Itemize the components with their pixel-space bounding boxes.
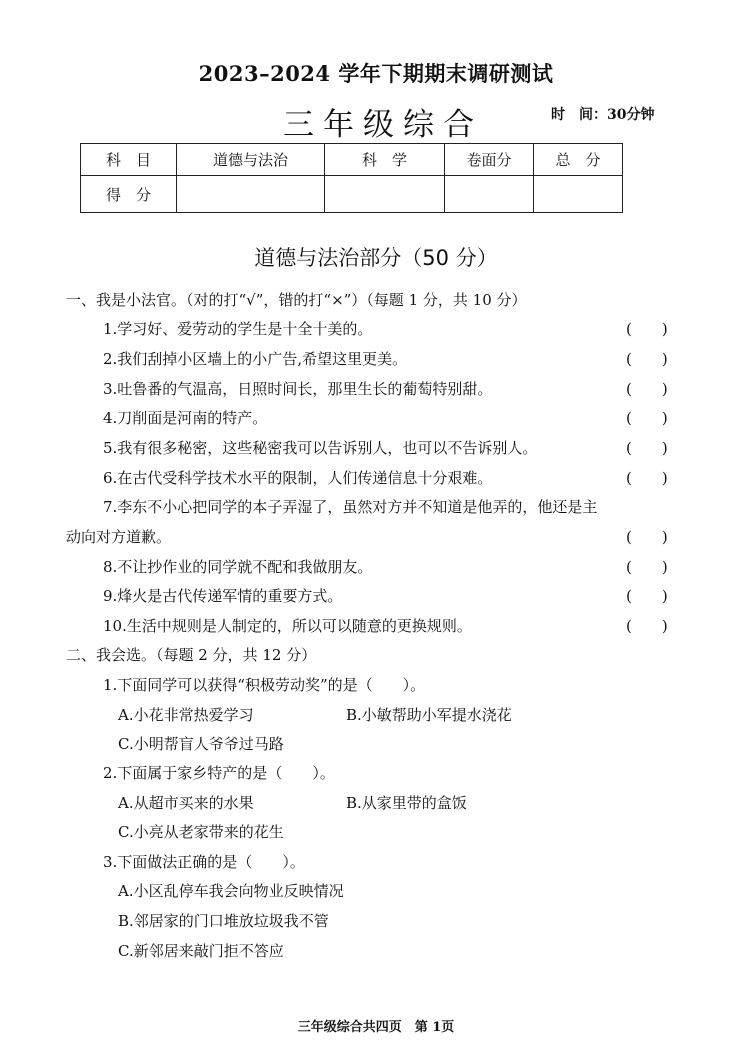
answer-blank[interactable]: ( ) [626, 320, 668, 338]
tf-question: 1.学习好、爱劳动的学生是十全十美的。 [103, 320, 373, 338]
mc-option-c[interactable]: C.小亮从老家带来的花生 [118, 823, 284, 841]
answer-blank[interactable]: ( ) [626, 350, 668, 368]
mc-option-b[interactable]: B.邻居家的门口堆放垃圾我不管 [118, 912, 329, 930]
tf-question: 9.烽火是古代传递军情的重要方式。 [103, 587, 343, 605]
section-title: 道德与法治部分（50 分） [254, 246, 498, 270]
score-header-science: 科 学 [325, 144, 445, 176]
tf-question: 7.李东不小心把同学的本子弄湿了，虽然对方并不知道是他弄的，他还是主 [103, 498, 598, 516]
answer-blank[interactable]: ( ) [626, 528, 668, 546]
mc-option-a[interactable]: A.小花非常热爱学习 [118, 706, 254, 724]
page-footer: 三年级综合共四页 第 1页 [297, 1020, 455, 1035]
tf-question: 2.我们刮掉小区墙上的小广告,希望这里更美。 [103, 350, 408, 368]
score-cell-neatness[interactable] [445, 176, 534, 213]
mc-question-stem: 1.下面同学可以获得“积极劳动奖”的是（ ）。 [103, 676, 426, 694]
answer-blank[interactable]: ( ) [626, 558, 668, 576]
score-table-score-row [81, 176, 623, 213]
score-header-ethics: 道德与法治 [177, 144, 325, 176]
exam-subtitle: 三年级综合 [283, 107, 483, 143]
mc-question-stem: 3.下面做法正确的是（ ）。 [103, 853, 305, 871]
part1-heading: 一、我是小法官。（对的打“√”，错的打“×”）（每题 1 分，共 10 分） [66, 291, 527, 309]
mc-option-b[interactable]: B.从家里带的盒饭 [346, 794, 467, 812]
part2-heading: 二、我会选。（每题 2 分，共 12 分） [66, 646, 317, 664]
score-header-total: 总 分 [534, 144, 623, 176]
tf-question: 10.生活中规则是人制定的，所以可以随意的更换规则。 [103, 617, 472, 635]
score-row-label: 得 分 [81, 176, 177, 213]
tf-question: 5.我有很多秘密，这些秘密我可以告诉别人，也可以不告诉别人。 [103, 439, 538, 457]
score-table [80, 143, 623, 213]
tf-question: 3.吐鲁番的气温高，日照时间长，那里生长的葡萄特别甜。 [103, 380, 493, 398]
mc-option-b[interactable]: B.小敏帮助小军提水浇花 [346, 706, 512, 724]
mc-option-a[interactable]: A.从超市买来的水果 [118, 794, 254, 812]
answer-blank[interactable]: ( ) [626, 617, 668, 635]
mc-option-c[interactable]: C.小明帮盲人爷爷过马路 [118, 735, 284, 753]
tf-question-continuation: 动向对方道歉。 [66, 528, 172, 546]
tf-question: 6.在古代受科学技术水平的限制，人们传递信息十分艰难。 [103, 469, 493, 487]
answer-blank[interactable]: ( ) [626, 587, 668, 605]
score-cell-ethics[interactable] [177, 176, 325, 213]
answer-blank[interactable]: ( ) [626, 380, 668, 398]
tf-question: 8.不让抄作业的同学就不配和我做朋友。 [103, 558, 373, 576]
answer-blank[interactable]: ( ) [626, 469, 668, 487]
score-cell-total[interactable] [534, 176, 623, 213]
score-header-neatness: 卷面分 [445, 144, 534, 176]
tf-question: 4.刀削面是河南的特产。 [103, 409, 268, 427]
exam-title: 2023–2024 学年下期期末调研测试 [198, 61, 554, 86]
mc-question-stem: 2.下面属于家乡特产的是（ ）。 [103, 764, 335, 782]
answer-blank[interactable]: ( ) [626, 439, 668, 457]
score-table-header-row [81, 144, 623, 176]
mc-option-a[interactable]: A.小区乱停车我会向物业反映情况 [118, 882, 344, 900]
score-header-subject: 科 目 [81, 144, 177, 176]
score-cell-science[interactable] [325, 176, 445, 213]
exam-time: 时 间：30分钟 [551, 107, 655, 123]
mc-option-c[interactable]: C.新邻居来敲门拒不答应 [118, 942, 284, 960]
answer-blank[interactable]: ( ) [626, 409, 668, 427]
